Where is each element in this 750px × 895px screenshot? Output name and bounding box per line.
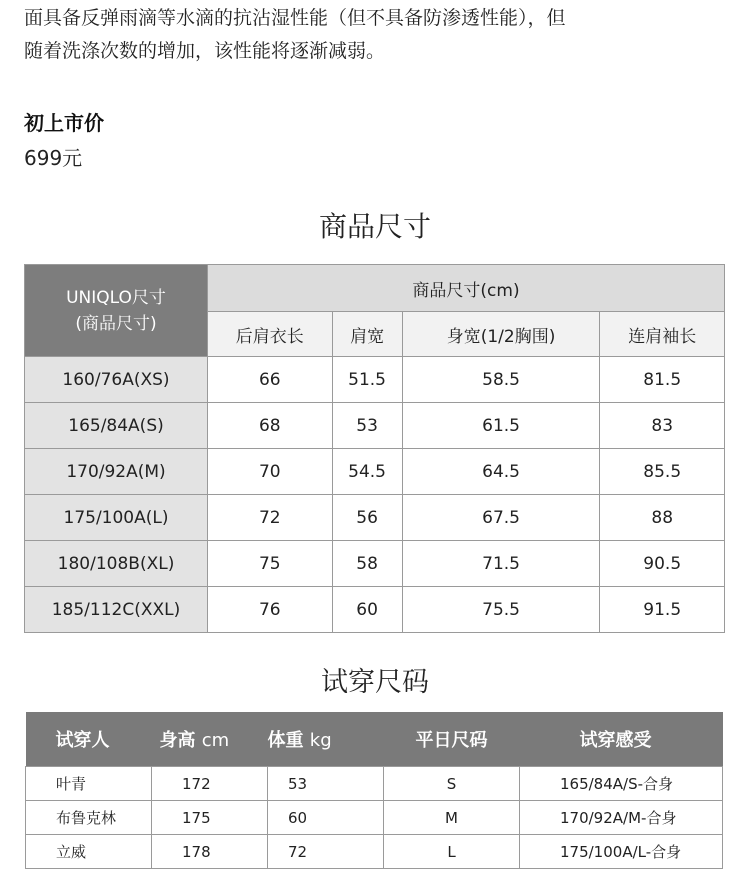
size-corner-header <box>25 265 208 357</box>
value-cell: 58.5 <box>402 357 600 403</box>
value-cell: 83 <box>600 403 725 449</box>
size-cell: 180/108B(XL) <box>25 541 208 587</box>
tester-name: 布鲁克林 <box>26 801 152 835</box>
size-cell: 170/92A(M) <box>25 449 208 495</box>
size-cell: 165/84A(S) <box>25 403 208 449</box>
table-row <box>26 767 723 801</box>
col-header-back-length: 后肩衣长 <box>208 312 333 357</box>
header-height-label: 身高 <box>159 730 196 751</box>
header-height-unit: cm <box>201 730 230 751</box>
table-row <box>25 495 725 541</box>
header-weight-unit: kg <box>309 730 332 751</box>
value-cell: 67.5 <box>402 495 600 541</box>
value-cell: 91.5 <box>600 587 725 633</box>
tester-height: 175 <box>152 801 268 835</box>
value-cell: 81.5 <box>600 357 725 403</box>
value-cell: 76 <box>208 587 333 633</box>
value-cell: 61.5 <box>402 403 600 449</box>
value-cell: 88 <box>600 495 725 541</box>
table-row <box>25 357 725 403</box>
trial-section-title: 试穿尺码 <box>321 667 429 698</box>
tester-size: S <box>384 767 520 801</box>
tester-feeling: 175/100A/L-合身 <box>520 835 723 869</box>
product-description <box>24 2 734 68</box>
value-cell: 51.5 <box>332 357 402 403</box>
header-height <box>152 712 268 767</box>
value-cell: 90.5 <box>600 541 725 587</box>
value-cell: 72 <box>208 495 333 541</box>
tester-feeling: 170/92A/M-合身 <box>520 801 723 835</box>
header-usual-size: 平日尺码 <box>384 712 520 767</box>
value-cell: 70 <box>208 449 333 495</box>
header-tester: 试穿人 <box>26 712 152 767</box>
value-cell: 85.5 <box>600 449 725 495</box>
value-cell: 75 <box>208 541 333 587</box>
tester-weight: 72 <box>268 835 384 869</box>
value-cell: 53 <box>332 403 402 449</box>
col-header-sleeve: 连肩袖长 <box>600 312 725 357</box>
tester-height: 178 <box>152 835 268 869</box>
value-cell: 71.5 <box>402 541 600 587</box>
corner-line-2: (商品尺寸) <box>75 313 157 334</box>
size-cell: 185/112C(XXL) <box>25 587 208 633</box>
tester-weight: 60 <box>268 801 384 835</box>
tester-size: M <box>384 801 520 835</box>
tester-feeling: 165/84A/S-合身 <box>520 767 723 801</box>
value-cell: 64.5 <box>402 449 600 495</box>
size-section-title: 商品尺寸 <box>318 210 431 243</box>
tester-name: 叶青 <box>26 767 152 801</box>
col-header-body-width: 身宽(1/2胸围) <box>402 312 600 357</box>
size-group-header: 商品尺寸(cm) <box>208 265 725 312</box>
value-cell: 58 <box>332 541 402 587</box>
description-line-1: 面具备反弹雨滴等水滴的抗沾湿性能（但不具备防渗透性能），但 <box>24 7 566 29</box>
col-header-shoulder: 肩宽 <box>332 312 402 357</box>
header-feeling: 试穿感受 <box>520 712 723 767</box>
tester-name: 立威 <box>26 835 152 869</box>
price-value: 699元 <box>24 146 83 170</box>
value-cell: 56 <box>332 495 402 541</box>
table-row <box>26 801 723 835</box>
header-weight-label: 体重 <box>267 730 304 751</box>
table-row <box>25 449 725 495</box>
value-cell: 60 <box>332 587 402 633</box>
size-cell: 175/100A(L) <box>25 495 208 541</box>
value-cell: 66 <box>208 357 333 403</box>
value-cell: 75.5 <box>402 587 600 633</box>
tester-weight: 53 <box>268 767 384 801</box>
size-cell: 160/76A(XS) <box>25 357 208 403</box>
size-table <box>24 264 725 633</box>
tester-size: L <box>384 835 520 869</box>
price-label: 初上市价 <box>24 111 104 135</box>
table-row <box>26 835 723 869</box>
corner-line-1: UNIQLO尺寸 <box>66 287 166 308</box>
header-weight <box>268 712 384 767</box>
table-row <box>25 541 725 587</box>
table-row <box>25 403 725 449</box>
value-cell: 54.5 <box>332 449 402 495</box>
description-line-2: 随着洗涤次数的增加，该性能将逐渐减弱。 <box>24 40 386 62</box>
table-row <box>25 587 725 633</box>
value-cell: 68 <box>208 403 333 449</box>
tester-height: 172 <box>152 767 268 801</box>
trial-table <box>25 712 723 869</box>
